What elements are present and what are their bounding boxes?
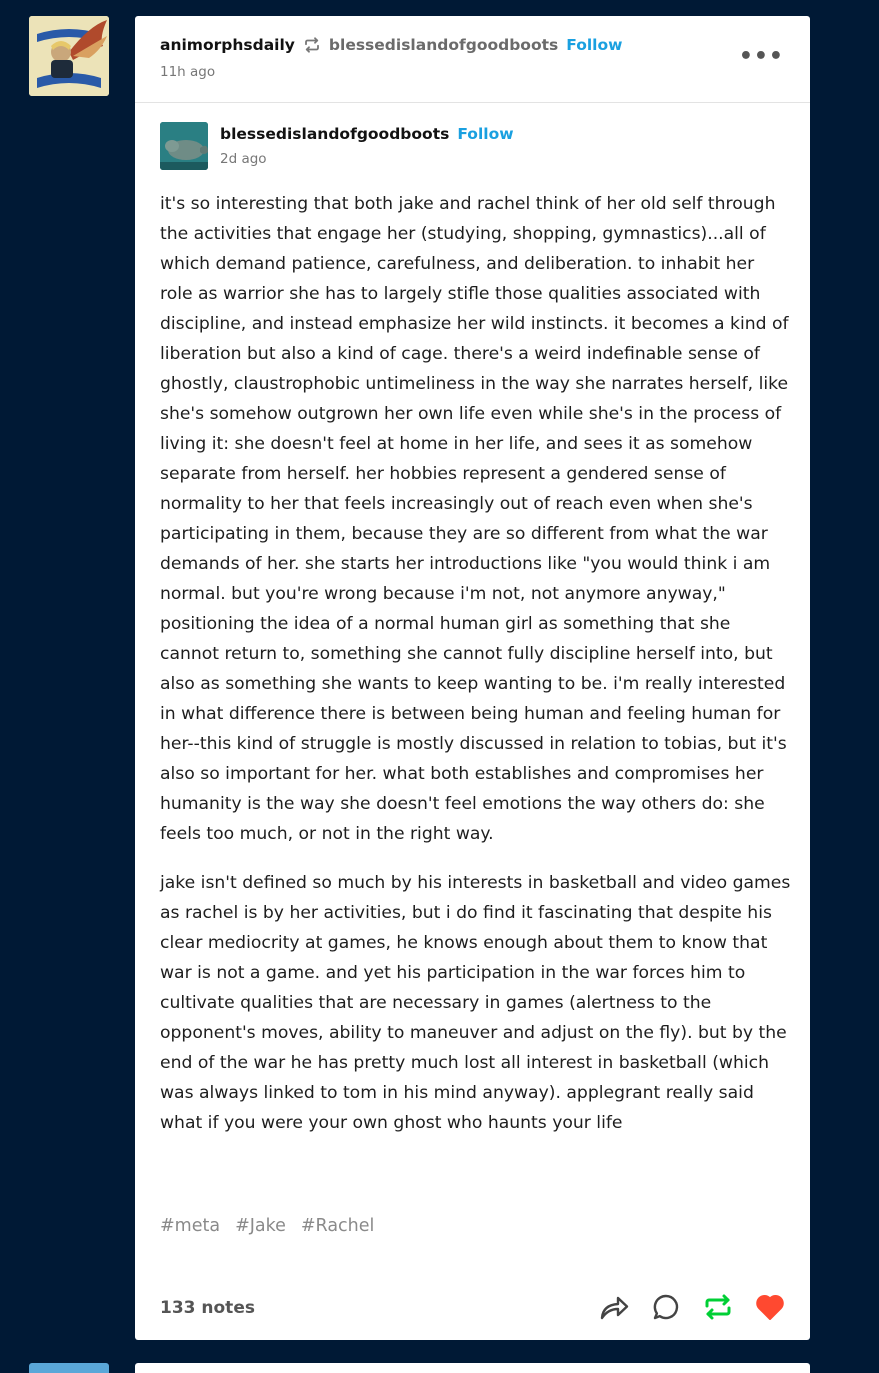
source-blog-name-link[interactable]: blessedislandofgoodboots bbox=[220, 125, 450, 143]
notes-count[interactable]: 133 notes bbox=[160, 1298, 255, 1318]
ellipsis-icon[interactable]: ••• bbox=[738, 44, 784, 69]
post-paragraph: jake isn't defined so much by his interests in basketball and video games as rachel is by her activities, but i do find it fascinating that despite his clear mediocrity at games, he knows enough about them to know that war is not a game. and yet his participation in the war forces him to cultivate qualities that are necessary in games (alertness to the opponent's moves, ability to maneuver and adjust on the fly). but by the end of the war he has pretty much lost all interest in basketball (which was always linked to tom in his mind anyway). applegrant really said what if you were your own ghost who haunts your life bbox=[160, 873, 791, 1133]
post-actions bbox=[599, 1292, 785, 1322]
next-post-avatar[interactable] bbox=[29, 1363, 109, 1373]
tag-jake[interactable]: #Jake bbox=[235, 1216, 286, 1236]
post-header bbox=[135, 16, 810, 103]
reblog-icon[interactable] bbox=[703, 1292, 733, 1322]
blog-avatar[interactable] bbox=[29, 16, 109, 96]
post-paragraph: it's so interesting that both jake and rachel think of her old self through the activities that engage her (studying, shopping, gymnastics)...all of which demand patience, carefulness, and deliberation. to inhabit her role as warrior she has to largely stifle those qualities associated with discipline, and instead emphasize her wild instincts. it becomes a kind of liberation but also a kind of cage. there's a weird indefinable sense of ghostly, claustrophobic untimeliness in the way she narrates herself, like she's somehow outgrown her own life even while she's in the process of living it: she doesn't feel at home in her life, and sees it as somehow separate from herself. her hobbies represent a gendered sense of normality to her that feels increasingly out of reach even when she's participating in them, because they are so different from what the war demands of her. she starts her introductions like "you would think i am normal. but you're wrong because i'm not, not anymore anyway," positioning the idea of a normal human girl as something that she cannot return to, something she cannot fully discipline herself into, but also as something she wants to keep wanting to be. i'm really interested in what difference there is between being human and feeling human for her--this kind of struggle is mostly discussed in relation to tobias, but it's also so important for her. what both establishes and compromises her humanity is the way she doesn't feel emotions the way others do: she feels too much, or not in the right way. bbox=[160, 194, 789, 844]
share-icon[interactable] bbox=[599, 1292, 629, 1322]
post-timestamp[interactable]: 11h ago bbox=[160, 64, 216, 80]
source-avatar[interactable] bbox=[160, 122, 208, 170]
blog-name-link[interactable]: animorphsdaily bbox=[160, 36, 295, 54]
source-timestamp[interactable]: 2d ago bbox=[220, 151, 267, 167]
manatee-image bbox=[160, 122, 208, 170]
tag-rachel[interactable]: #Rachel bbox=[300, 1216, 375, 1236]
source-attribution bbox=[160, 122, 780, 170]
like-icon[interactable] bbox=[755, 1292, 785, 1322]
post-body bbox=[160, 189, 792, 1138]
post-card bbox=[135, 16, 810, 1340]
reblogged-from-link[interactable]: blessedislandofgoodboots bbox=[328, 36, 559, 54]
next-post-card bbox=[135, 1363, 810, 1373]
tag-list bbox=[160, 1216, 374, 1236]
reblog-small-icon bbox=[303, 36, 321, 54]
reply-icon[interactable] bbox=[651, 1292, 681, 1322]
post-footer bbox=[160, 1292, 785, 1328]
tag-meta[interactable]: #meta bbox=[160, 1216, 221, 1236]
source-follow-button[interactable]: Follow bbox=[457, 125, 514, 143]
avatar-image bbox=[29, 16, 109, 96]
follow-button[interactable]: Follow bbox=[566, 36, 623, 54]
